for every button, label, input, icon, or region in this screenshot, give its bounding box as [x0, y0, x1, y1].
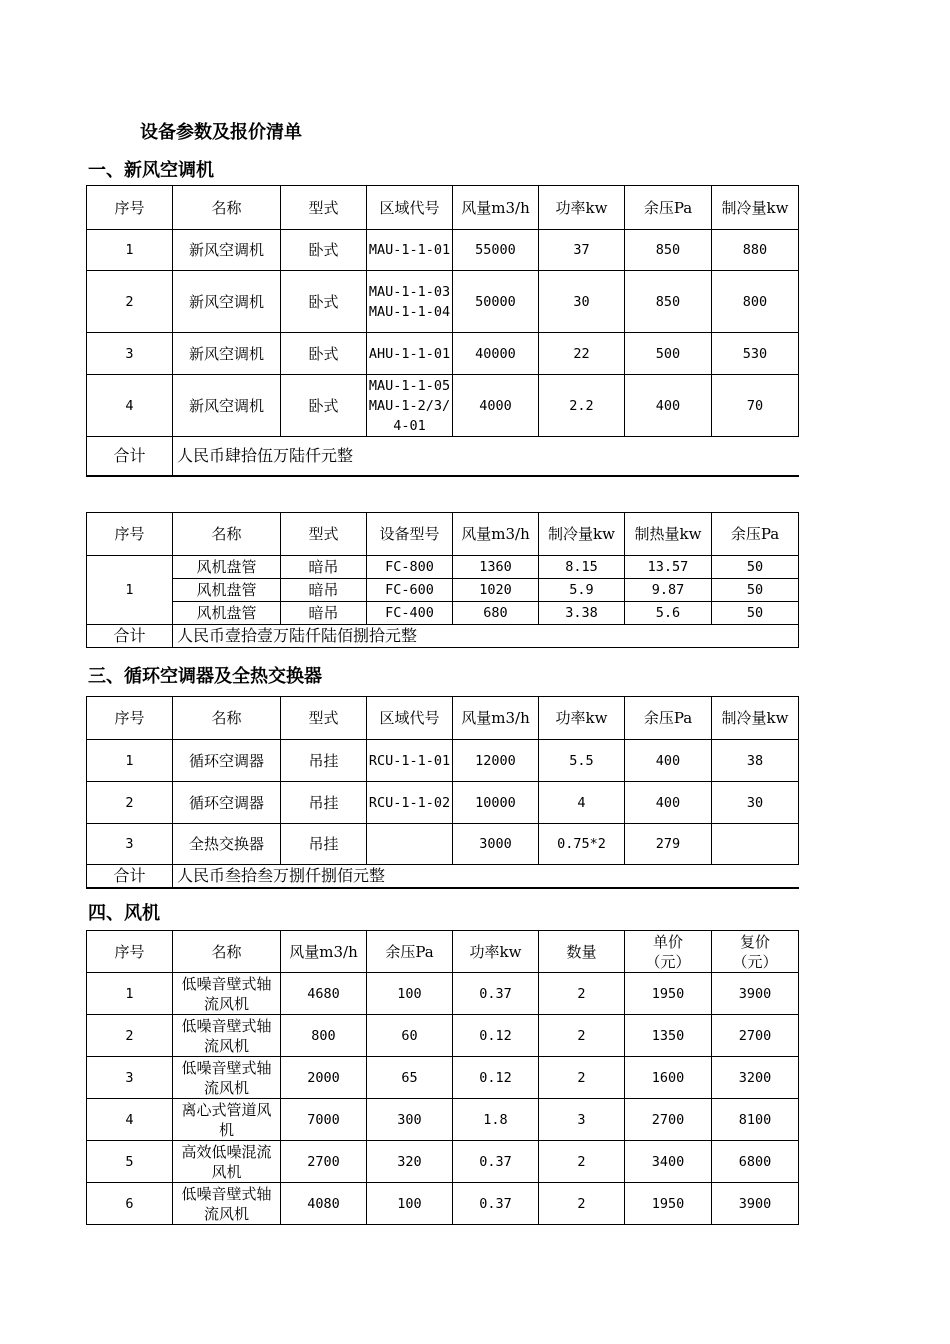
cell: 吊挂 — [281, 824, 367, 865]
cell: 60 — [367, 1015, 453, 1057]
cell: 400 — [625, 375, 712, 437]
cell: 新风空调机 — [173, 375, 281, 437]
cell: RCU-1-1-02 — [367, 782, 453, 824]
cell: 低噪音壁式轴流风机 — [173, 973, 281, 1015]
table-row — [87, 271, 799, 333]
header-cell: 型式 — [281, 186, 367, 230]
header-cell: 余压Pa — [367, 931, 453, 973]
cell: 37 — [539, 230, 625, 271]
total-row — [87, 865, 799, 888]
cell: 3000 — [453, 824, 539, 865]
cell: 1360 — [453, 556, 539, 579]
cell: MAU-1-1-05MAU-1-2/3/4-01 — [367, 375, 453, 437]
cell: 30 — [712, 782, 799, 824]
cell: 风机盘管 — [173, 579, 281, 602]
cell: 50 — [712, 556, 799, 579]
cell: 3 — [539, 1099, 625, 1141]
cell: 680 — [453, 602, 539, 625]
table-row — [87, 740, 799, 782]
header-cell: 名称 — [173, 186, 281, 230]
cell: 3900 — [712, 973, 799, 1015]
cell: 卧式 — [281, 271, 367, 333]
cell: 2 — [87, 782, 173, 824]
cell: 5.6 — [625, 602, 712, 625]
cell: 400 — [625, 740, 712, 782]
cell: 850 — [625, 271, 712, 333]
cell: 3200 — [712, 1057, 799, 1099]
header-cell: 制冷量kw — [539, 513, 625, 556]
cell: RCU-1-1-01 — [367, 740, 453, 782]
cell: 2.2 — [539, 375, 625, 437]
table-row — [87, 1015, 799, 1057]
cell: 0.12 — [453, 1015, 539, 1057]
cell: 2700 — [625, 1099, 712, 1141]
header-cell: 序号 — [87, 931, 173, 973]
cell: 暗吊 — [281, 579, 367, 602]
cell: 3 — [87, 1057, 173, 1099]
cell: 50 — [712, 579, 799, 602]
table-row — [87, 556, 799, 579]
header-cell: 序号 — [87, 697, 173, 740]
cell: 22 — [539, 333, 625, 375]
cell: 2 — [539, 1141, 625, 1183]
cell: 1950 — [625, 973, 712, 1015]
table-row — [87, 782, 799, 824]
header-cell: 序号 — [87, 186, 173, 230]
section-3-heading: 三、循环空调器及全热交换器 — [88, 666, 322, 687]
cell: 2 — [539, 1015, 625, 1057]
recirculation-unit-table — [86, 696, 799, 889]
header-cell: 区域代号 — [367, 697, 453, 740]
cell: 320 — [367, 1141, 453, 1183]
cell: 1 — [87, 230, 173, 271]
cell: 低噪音壁式轴流风机 — [173, 1057, 281, 1099]
table-row — [87, 333, 799, 375]
table-row — [87, 579, 799, 602]
table-row — [87, 375, 799, 437]
header-cell: 名称 — [173, 513, 281, 556]
table-row — [87, 1099, 799, 1141]
total-label: 合计 — [87, 865, 173, 888]
cell: 离心式管道风机 — [173, 1099, 281, 1141]
cell: 0.12 — [453, 1057, 539, 1099]
header-cell: 功率kw — [539, 697, 625, 740]
cell: 高效低噪混流风机 — [173, 1141, 281, 1183]
total-row — [87, 437, 799, 476]
cell: 70 — [712, 375, 799, 437]
cell: 850 — [625, 230, 712, 271]
cell: 2 — [87, 1015, 173, 1057]
total-label: 合计 — [87, 437, 173, 476]
cell: 低噪音壁式轴流风机 — [173, 1183, 281, 1225]
cell: 100 — [367, 1183, 453, 1225]
cell: 0.75*2 — [539, 824, 625, 865]
cell: 800 — [281, 1015, 367, 1057]
cell: 循环空调器 — [173, 782, 281, 824]
header-cell: 序号 — [87, 513, 173, 556]
cell: AHU-1-1-01 — [367, 333, 453, 375]
table-header-row — [87, 186, 799, 230]
cell: 3400 — [625, 1141, 712, 1183]
cell: 279 — [625, 824, 712, 865]
header-cell: 型式 — [281, 513, 367, 556]
cell: 卧式 — [281, 375, 367, 437]
section-1-heading: 一、新风空调机 — [88, 160, 214, 181]
total-amount: 人民币肆拾伍万陆仟元整 — [173, 437, 799, 476]
cell: 65 — [367, 1057, 453, 1099]
cell: 4 — [539, 782, 625, 824]
cell: 50000 — [453, 271, 539, 333]
cell: 530 — [712, 333, 799, 375]
cell: 1 — [87, 740, 173, 782]
table-row — [87, 602, 799, 625]
table-header-row — [87, 931, 799, 973]
cell: 4 — [87, 375, 173, 437]
cell: 卧式 — [281, 333, 367, 375]
cell: 40000 — [453, 333, 539, 375]
cell: 暗吊 — [281, 602, 367, 625]
document-title: 设备参数及报价清单 — [140, 122, 302, 143]
cell: 500 — [625, 333, 712, 375]
cell: 4080 — [281, 1183, 367, 1225]
table-row — [87, 1141, 799, 1183]
cell: 4680 — [281, 973, 367, 1015]
cell: 6 — [87, 1183, 173, 1225]
cell: 300 — [367, 1099, 453, 1141]
cell: 2 — [539, 1057, 625, 1099]
cell: 1950 — [625, 1183, 712, 1225]
cell: 8.15 — [539, 556, 625, 579]
cell: 吊挂 — [281, 740, 367, 782]
cell: 全热交换器 — [173, 824, 281, 865]
table-row — [87, 824, 799, 865]
cell: 风机盘管 — [173, 602, 281, 625]
cell: 3.38 — [539, 602, 625, 625]
cell: FC-400 — [367, 602, 453, 625]
cell: 9.87 — [625, 579, 712, 602]
cell: 13.57 — [625, 556, 712, 579]
cell: FC-800 — [367, 556, 453, 579]
section-4-heading: 四、风机 — [88, 903, 160, 924]
cell: 4 — [87, 1099, 173, 1141]
cell: 2700 — [712, 1015, 799, 1057]
header-cell: 余压Pa — [625, 186, 712, 230]
cell: 4000 — [453, 375, 539, 437]
cell: 新风空调机 — [173, 230, 281, 271]
header-cell: 余压Pa — [625, 697, 712, 740]
cell: 800 — [712, 271, 799, 333]
cell: 2 — [539, 1183, 625, 1225]
cell: 卧式 — [281, 230, 367, 271]
cell: 5.9 — [539, 579, 625, 602]
cell: 8100 — [712, 1099, 799, 1141]
table-row — [87, 1183, 799, 1225]
cell: MAU-1-1-03MAU-1-1-04 — [367, 271, 453, 333]
header-cell: 制冷量kw — [712, 697, 799, 740]
table-row — [87, 973, 799, 1015]
cell: 880 — [712, 230, 799, 271]
cell: 1 — [87, 973, 173, 1015]
cell: FC-600 — [367, 579, 453, 602]
table-header-row — [87, 513, 799, 556]
header-cell: 余压Pa — [712, 513, 799, 556]
cell: 3900 — [712, 1183, 799, 1225]
cell: 2 — [87, 271, 173, 333]
cell: 6800 — [712, 1141, 799, 1183]
header-cell: 数量 — [539, 931, 625, 973]
header-cell: 设备型号 — [367, 513, 453, 556]
cell: 12000 — [453, 740, 539, 782]
header-cell: 风量m3/h — [453, 697, 539, 740]
header-cell: 复价（元） — [712, 931, 799, 973]
cell: 暗吊 — [281, 556, 367, 579]
cell: 低噪音壁式轴流风机 — [173, 1015, 281, 1057]
cell: 0.37 — [453, 973, 539, 1015]
cell: 100 — [367, 973, 453, 1015]
cell: 1.8 — [453, 1099, 539, 1141]
header-cell: 区域代号 — [367, 186, 453, 230]
cell: 风机盘管 — [173, 556, 281, 579]
cell: 400 — [625, 782, 712, 824]
header-cell: 名称 — [173, 931, 281, 973]
cell: 55000 — [453, 230, 539, 271]
fan-table — [86, 930, 799, 1225]
cell: 1350 — [625, 1015, 712, 1057]
header-cell: 功率kw — [453, 931, 539, 973]
header-cell: 名称 — [173, 697, 281, 740]
cell: 循环空调器 — [173, 740, 281, 782]
header-cell: 风量m3/h — [281, 931, 367, 973]
header-cell: 风量m3/h — [453, 513, 539, 556]
cell: MAU-1-1-01 — [367, 230, 453, 271]
cell: 2700 — [281, 1141, 367, 1183]
cell: 2 — [539, 973, 625, 1015]
cell: 5 — [87, 1141, 173, 1183]
table-row — [87, 1057, 799, 1099]
cell — [367, 824, 453, 865]
cell: 7000 — [281, 1099, 367, 1141]
cell: 5.5 — [539, 740, 625, 782]
cell: 50 — [712, 602, 799, 625]
cell: 30 — [539, 271, 625, 333]
total-label: 合计 — [87, 625, 173, 648]
cell: 1020 — [453, 579, 539, 602]
cell: 3 — [87, 824, 173, 865]
cell: 吊挂 — [281, 782, 367, 824]
cell: 0.37 — [453, 1141, 539, 1183]
cell: 1 — [87, 556, 173, 625]
cell: 新风空调机 — [173, 333, 281, 375]
header-cell: 功率kw — [539, 186, 625, 230]
total-amount: 人民币壹拾壹万陆仟陆佰捌拾元整 — [173, 625, 799, 648]
table-header-row — [87, 697, 799, 740]
header-cell: 制冷量kw — [712, 186, 799, 230]
cell: 38 — [712, 740, 799, 782]
cell: 3 — [87, 333, 173, 375]
header-cell: 制热量kw — [625, 513, 712, 556]
cell — [712, 824, 799, 865]
cell: 10000 — [453, 782, 539, 824]
cell: 新风空调机 — [173, 271, 281, 333]
cell: 0.37 — [453, 1183, 539, 1225]
fan-coil-table — [86, 512, 799, 648]
header-cell: 单价（元） — [625, 931, 712, 973]
fresh-air-unit-table — [86, 185, 799, 477]
header-cell: 型式 — [281, 697, 367, 740]
table-row — [87, 230, 799, 271]
total-row — [87, 625, 799, 648]
header-cell: 风量m3/h — [453, 186, 539, 230]
cell: 2000 — [281, 1057, 367, 1099]
cell: 1600 — [625, 1057, 712, 1099]
total-amount: 人民币叁拾叁万捌仟捌佰元整 — [173, 865, 799, 888]
